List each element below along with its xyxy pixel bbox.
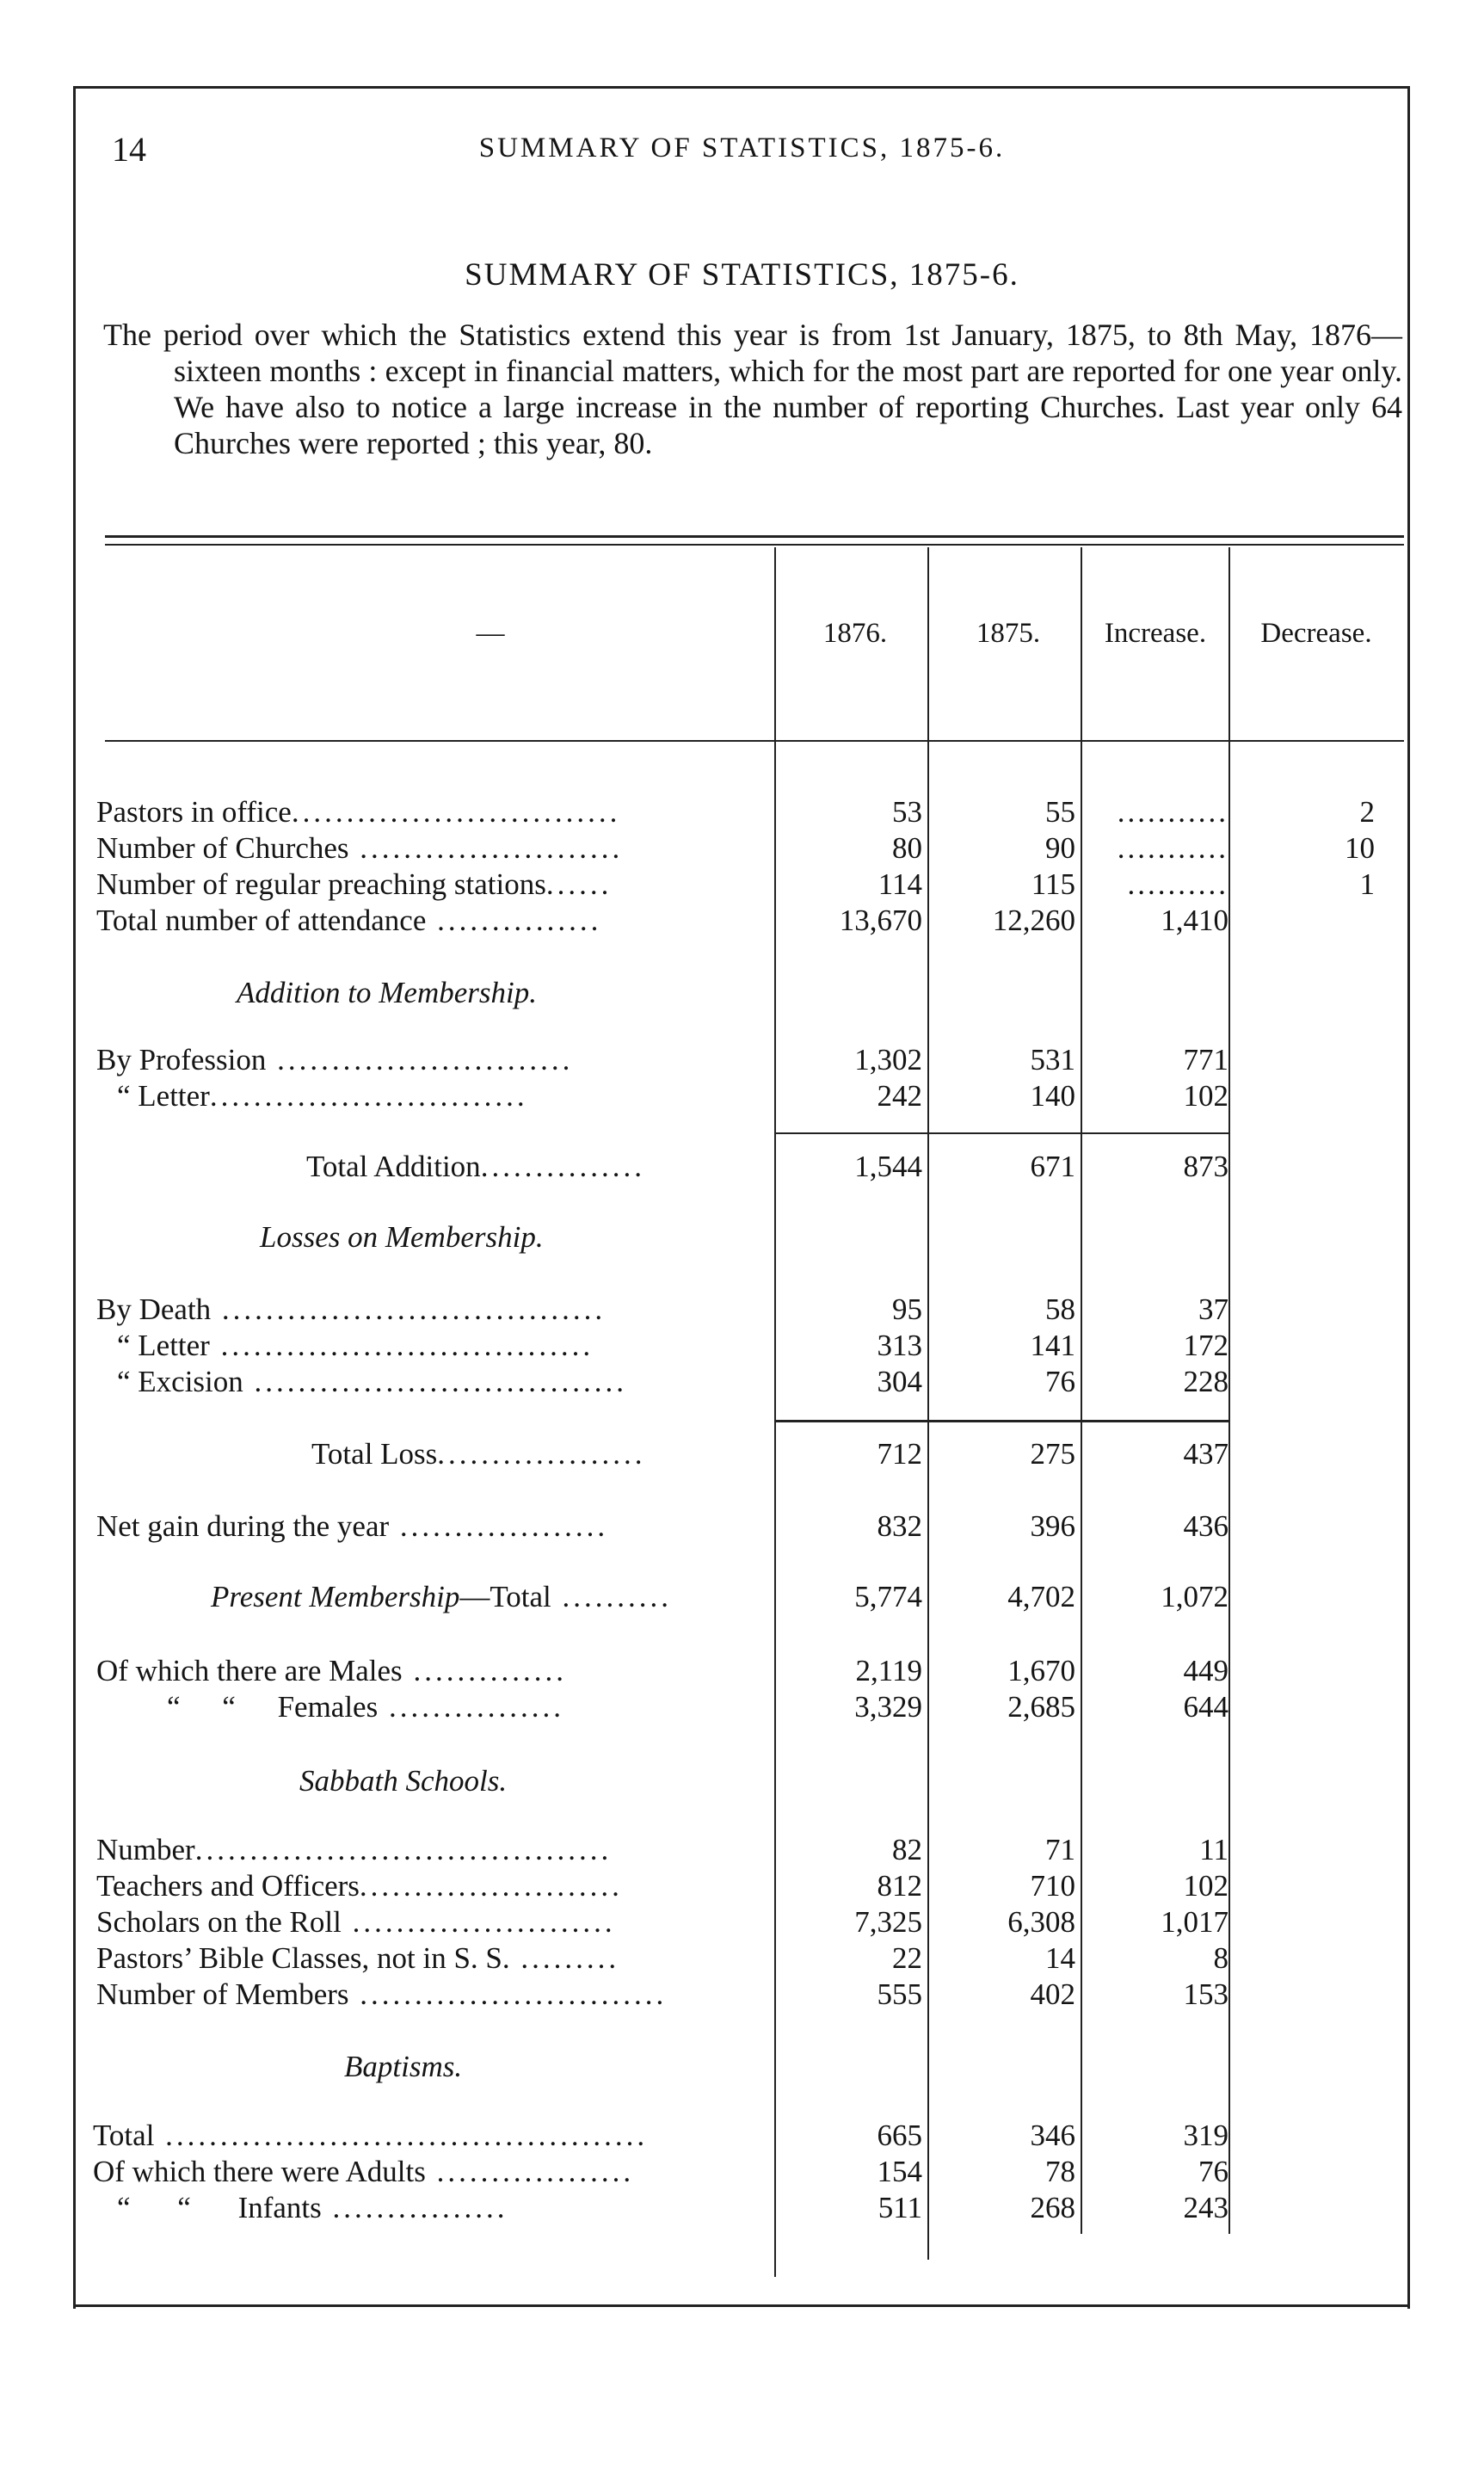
value-1876: 154 xyxy=(877,2155,922,2188)
value-1876: 304 xyxy=(877,1365,922,1398)
value-1875: 710 xyxy=(1030,1869,1075,1903)
value-1875: 71 xyxy=(1045,1833,1075,1866)
column-header-increase: Increase. xyxy=(1104,618,1207,649)
section-heading-sabbath-schools: Sabbath Schools. xyxy=(299,1764,508,1798)
value-1875: 275 xyxy=(1030,1437,1075,1471)
value-1876: 22 xyxy=(892,1941,922,1975)
running-head: SUMMARY OF STATISTICS, 1875-6. xyxy=(478,133,1006,163)
row-label: Teachers and Officers........................ xyxy=(96,1869,623,1903)
value-increase: 644 xyxy=(1183,1690,1228,1724)
value-decrease: 2 xyxy=(1359,795,1375,829)
table-row xyxy=(0,904,1484,941)
value-increase: 436 xyxy=(1183,1509,1228,1543)
row-label: Total number of attendance ............... xyxy=(96,904,602,937)
value-1875: 2,685 xyxy=(1007,1690,1075,1724)
total-loss-rule xyxy=(774,1420,1228,1422)
table-row xyxy=(0,1329,1484,1366)
value-increase: ........... xyxy=(1117,795,1228,829)
value-1875: 6,308 xyxy=(1007,1905,1075,1939)
table-row xyxy=(0,2119,1484,2156)
value-1876: 712 xyxy=(877,1437,922,1471)
row-label: Scholars on the Roll ........................ xyxy=(96,1905,616,1939)
table-row-present-membership xyxy=(0,1580,1484,1618)
table-row xyxy=(0,1079,1484,1117)
table-row xyxy=(0,1690,1484,1728)
row-label: Pastors in office.............................. xyxy=(96,795,621,829)
value-increase: 37 xyxy=(1198,1292,1228,1326)
value-increase: 449 xyxy=(1183,1654,1228,1687)
value-increase: 11 xyxy=(1199,1833,1228,1866)
value-increase: .......... xyxy=(1127,867,1228,901)
row-label: Of which there are Males .............. xyxy=(96,1654,567,1687)
value-1876: 114 xyxy=(877,867,922,901)
table-row xyxy=(0,1365,1484,1403)
value-1876: 665 xyxy=(877,2119,922,2152)
table-row xyxy=(0,1977,1484,2015)
header-bottom-rule xyxy=(105,740,1404,742)
value-1875: 76 xyxy=(1045,1365,1075,1398)
table-row-net-gain xyxy=(0,1509,1484,1547)
value-increase: 102 xyxy=(1183,1869,1228,1903)
value-increase: 1,410 xyxy=(1161,904,1228,937)
total-addition-rule xyxy=(774,1132,1228,1134)
section-heading-addition: Addition to Membership. xyxy=(237,976,537,1009)
intro-text: The period over which the Statistics extend this year is from 1st January, 1875, to 8th May, 1876—sixteen months : except in financial matters, which for the most part are reported for one year only. We have also to notice a large increase in the number of reporting Churches. Last year only 64 Churches were reported ; this year, 80. xyxy=(103,318,1402,460)
value-1876: 832 xyxy=(877,1509,922,1543)
value-increase: 153 xyxy=(1183,1977,1228,2011)
value-1876: 53 xyxy=(892,795,922,829)
row-label: Pastors’ Bible Classes, not in S. S. ......... xyxy=(96,1941,620,1975)
row-label: Net gain during the year ................... xyxy=(96,1509,609,1543)
row-label: By Profession ........................... xyxy=(96,1043,574,1076)
value-decrease: 10 xyxy=(1345,831,1375,865)
table-row xyxy=(0,1292,1484,1330)
value-increase: ........... xyxy=(1117,831,1228,865)
value-1875: 346 xyxy=(1030,2119,1075,2152)
value-1876: 313 xyxy=(877,1329,922,1362)
table-top-rule-2 xyxy=(105,544,1404,546)
section-heading-losses: Losses on Membership. xyxy=(260,1220,544,1254)
row-label: Number of Churches ........................ xyxy=(96,831,624,865)
value-1876: 511 xyxy=(877,2191,922,2224)
value-increase: 243 xyxy=(1183,2191,1228,2224)
table-row xyxy=(0,1654,1484,1692)
row-label: “ Excision .................................. xyxy=(117,1365,628,1398)
value-1875: 55 xyxy=(1045,795,1075,829)
row-label: Present Membership—Total .......... xyxy=(211,1580,673,1613)
row-label: Number of regular preaching stations...... xyxy=(96,867,613,901)
column-header-1876: 1876. xyxy=(822,618,888,649)
value-1875: 671 xyxy=(1030,1150,1075,1183)
page-title: SUMMARY OF STATISTICS, 1875-6. xyxy=(465,257,1019,293)
value-1876: 555 xyxy=(877,1977,922,2011)
table-row xyxy=(0,795,1484,833)
row-label: Number...................................... xyxy=(96,1833,613,1866)
table-row xyxy=(0,831,1484,869)
table-row-total xyxy=(0,1437,1484,1475)
table-row xyxy=(0,1833,1484,1871)
value-1875: 115 xyxy=(1031,867,1075,901)
row-label: “ “ Infants ................ xyxy=(117,2191,508,2224)
value-1875: 396 xyxy=(1030,1509,1075,1543)
column-header-decrease: Decrease. xyxy=(1260,618,1372,649)
row-label: Total Addition............... xyxy=(306,1150,645,1183)
value-1876: 242 xyxy=(877,1079,922,1113)
value-increase: 172 xyxy=(1183,1329,1228,1362)
value-increase: 102 xyxy=(1183,1079,1228,1113)
row-label: “ Letter .................................. xyxy=(117,1329,594,1362)
row-label: “ Letter............................. xyxy=(117,1079,528,1113)
row-label: Total ............................................ xyxy=(93,2119,649,2152)
column-header-1875: 1875. xyxy=(976,618,1041,649)
page-number: 14 xyxy=(112,130,146,169)
value-1876: 1,544 xyxy=(854,1150,922,1183)
value-1875: 90 xyxy=(1045,831,1075,865)
row-label: Total Loss................... xyxy=(311,1437,646,1471)
value-increase: 1,072 xyxy=(1161,1580,1228,1613)
value-1876: 7,325 xyxy=(854,1905,922,1939)
intro-paragraph xyxy=(103,317,1402,461)
row-label: “ “ Females ................ xyxy=(167,1690,564,1724)
value-1875: 141 xyxy=(1030,1329,1075,1362)
value-1875: 58 xyxy=(1045,1292,1075,1326)
table-row xyxy=(0,867,1484,905)
value-1876: 812 xyxy=(877,1869,922,1903)
value-1875: 14 xyxy=(1045,1941,1075,1975)
table-row-total xyxy=(0,1150,1484,1187)
column-header-label: — xyxy=(476,618,505,649)
value-1875: 140 xyxy=(1030,1079,1075,1113)
value-increase: 8 xyxy=(1213,1941,1228,1975)
value-1875: 402 xyxy=(1030,1977,1075,2011)
value-increase: 771 xyxy=(1183,1043,1228,1076)
value-increase: 76 xyxy=(1198,2155,1228,2188)
value-1875: 268 xyxy=(1030,2191,1075,2224)
row-label: Number of Members ............................ xyxy=(96,1977,668,2011)
value-1876: 80 xyxy=(892,831,922,865)
value-1875: 1,670 xyxy=(1007,1654,1075,1687)
value-1875: 78 xyxy=(1045,2155,1075,2188)
value-1876: 3,329 xyxy=(854,1690,922,1724)
value-1876: 5,774 xyxy=(854,1580,922,1613)
value-decrease: 1 xyxy=(1359,867,1375,901)
table-row xyxy=(0,1043,1484,1081)
value-1876: 82 xyxy=(892,1833,922,1866)
value-1876: 95 xyxy=(892,1292,922,1326)
value-1876: 2,119 xyxy=(855,1654,922,1687)
table-top-rule xyxy=(105,535,1404,538)
value-increase: 228 xyxy=(1183,1365,1228,1398)
value-1875: 531 xyxy=(1030,1043,1075,1076)
table-row xyxy=(0,1869,1484,1907)
table-row xyxy=(0,1905,1484,1943)
row-label: Of which there were Adults .................. xyxy=(93,2155,635,2188)
value-increase: 437 xyxy=(1183,1437,1228,1471)
value-increase: 319 xyxy=(1183,2119,1228,2152)
section-heading-baptisms: Baptisms. xyxy=(344,2050,463,2083)
value-increase: 873 xyxy=(1183,1150,1228,1183)
value-1876: 13,670 xyxy=(839,904,922,937)
table-row xyxy=(0,2155,1484,2193)
value-1875: 12,260 xyxy=(992,904,1075,937)
value-1875: 4,702 xyxy=(1007,1580,1075,1613)
table-row xyxy=(0,1941,1484,1979)
row-label: By Death ................................... xyxy=(96,1292,607,1326)
table-row xyxy=(0,2191,1484,2229)
value-increase: 1,017 xyxy=(1161,1905,1228,1939)
page-bottom-rule xyxy=(73,2304,1410,2307)
value-1876: 1,302 xyxy=(854,1043,922,1076)
